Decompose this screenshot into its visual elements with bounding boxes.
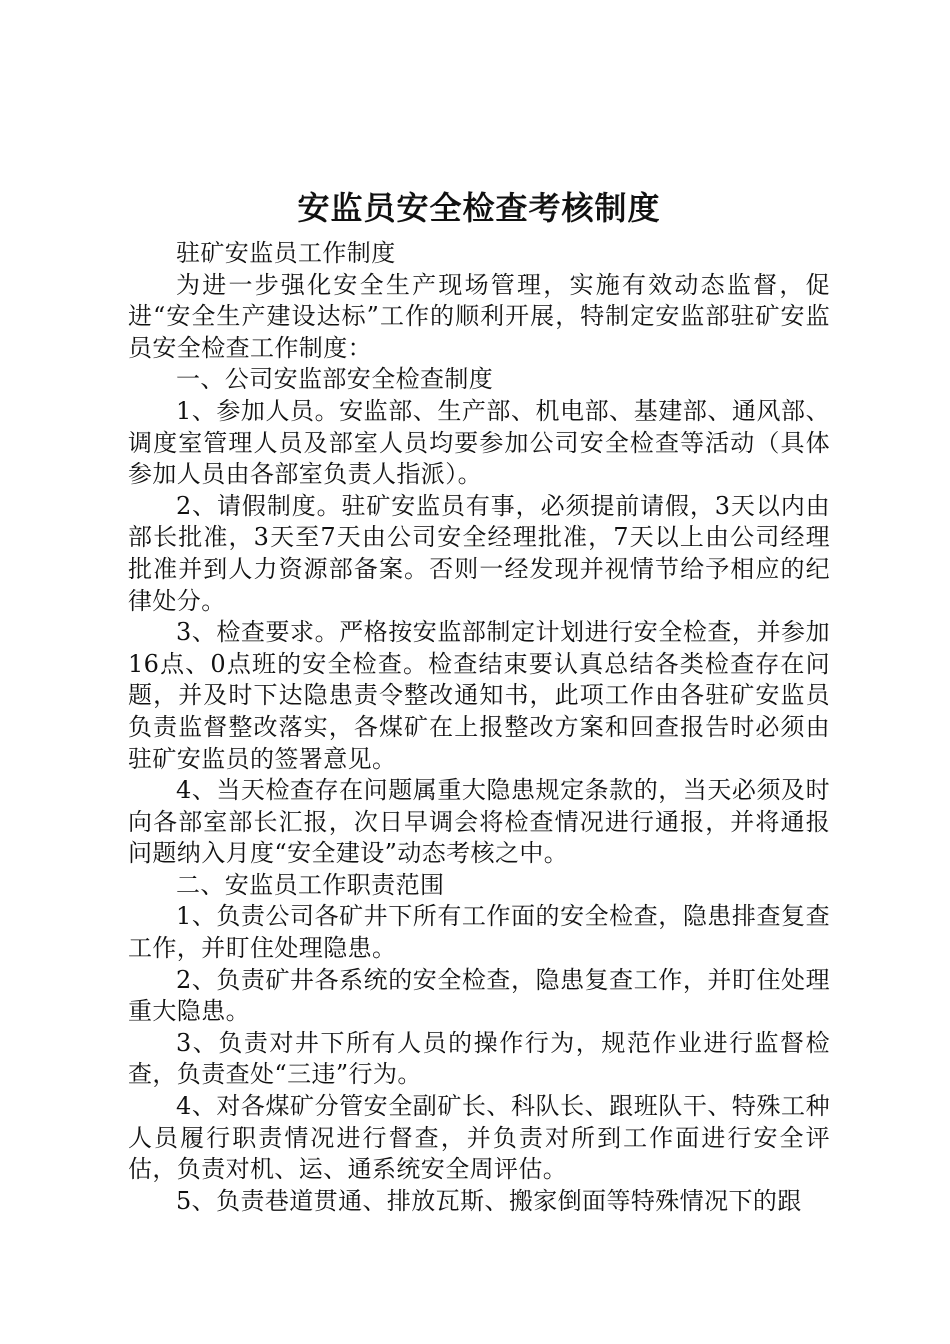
paragraph-intro: 为进一步强化安全生产现场管理，实施有效动态监督，促进“安全生产建设达标”工作的顺利开展，特制定安监部驻矿安监员安全检查工作制度： — [128, 270, 830, 362]
section-heading-1: 一、公司安监部安全检查制度 — [176, 365, 494, 394]
paragraph-subtitle: 驻矿安监员工作制度 — [176, 239, 396, 267]
paragraph-item: 1、参加人员。安监部、生产部、机电部、基建部、通风部、调度室管理人员及部室人员均要参加公司安全检查等活动（具体参加人员由各部室负责人指派）。 — [128, 396, 830, 489]
paragraph-item: 1、负责公司各矿井下所有工作面的安全检查，隐患排查复查工作，并盯住处理隐患。 — [128, 902, 830, 963]
paragraph-item: 2、请假制度。驻矿安监员有事，必须提前请假，3天以内由部长批准，3天至7天由公司安全经理批准，7天以上由公司经理批准并到人力资源部备案。否则一经发现并视情节给予相应的纪律处分。 — [128, 491, 830, 615]
document-title: 安监员安全检查考核制度 — [297, 189, 661, 227]
paragraph-item: 3、负责对井下所有人员的操作行为，规范作业进行监督检查，负责查处“三违”行为。 — [128, 1028, 830, 1089]
paragraph-item: 4、对各煤矿分管安全副矿长、科队长、跟班队干、特殊工种人员履行职责情况进行督查，并负责对所到工作面进行安全评估，负责对机、运、通系统安全周评估。 — [128, 1092, 830, 1184]
paragraph-item: 2、负责矿井各系统的安全检查，隐患复查工作，并盯住处理重大隐患。 — [128, 965, 830, 1026]
section-heading-2: 二、安监员工作职责范围 — [176, 870, 445, 899]
document-page — [128, 186, 830, 1217]
paragraph-item: 3、检查要求。严格按安监部制定计划进行安全检查，并参加16点、0点班的安全检查。检查结束要认真总结各类检查存在问题，并及时下达隐患责令整改通知书，此项工作由各驻矿安监员负责监督整改落实，各煤矿在上报整改方案和回查报告时必须由驻矿安监员的签署意见。 — [128, 618, 830, 773]
paragraph-item: 5、负责巷道贯通、排放瓦斯、搬家倒面等特殊情况下的跟 — [176, 1186, 802, 1215]
paragraph-item: 4、当天检查存在问题属重大隐患规定条款的，当天必须及时向各部室部长汇报，次日早调会将检查情况进行通报，并将通报问题纳入月度“安全建设”动态考核之中。 — [128, 776, 830, 868]
